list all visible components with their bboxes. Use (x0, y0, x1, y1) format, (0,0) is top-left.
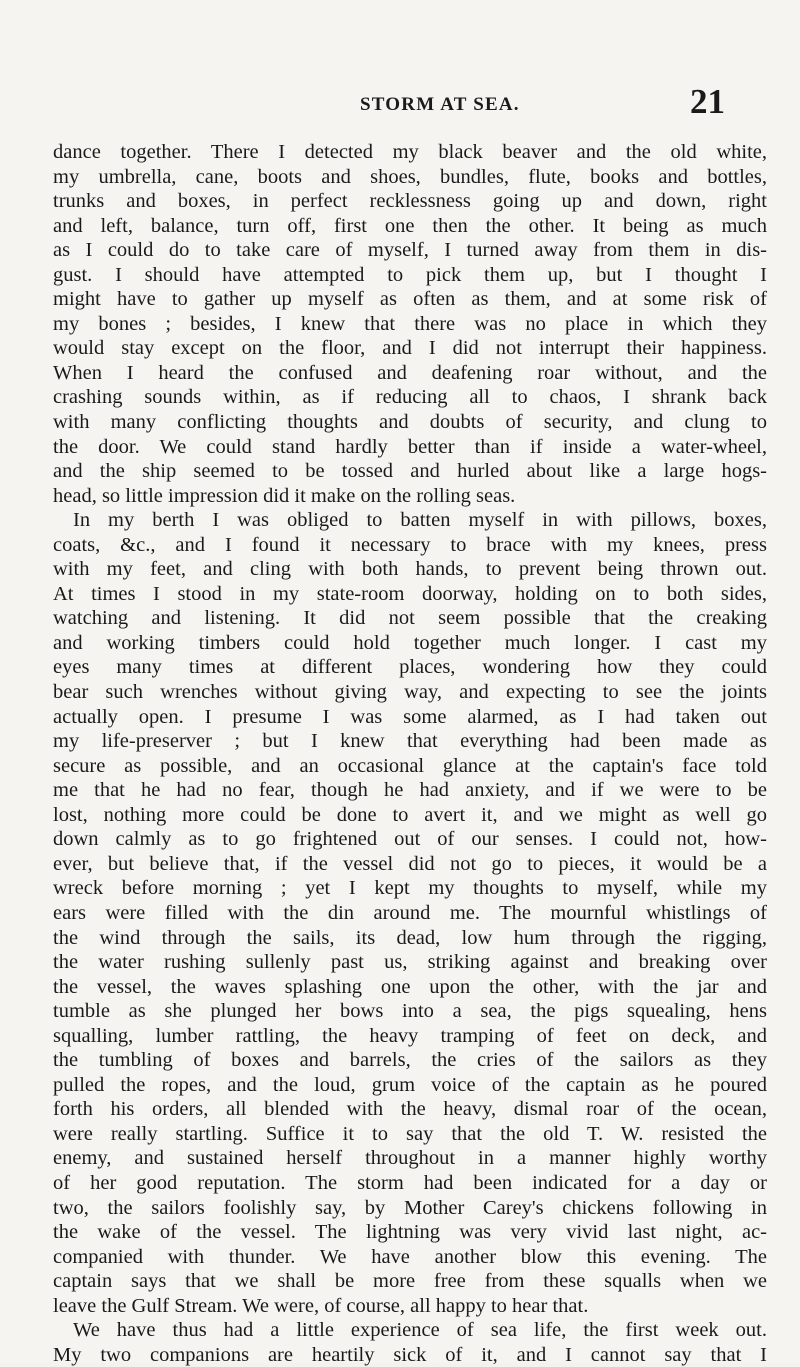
text-line: and working timbers could hold together much longer. I cast my (53, 631, 767, 654)
text-line: down calmly as to go frightened out of our senses. I could not, how- (53, 828, 767, 851)
text-line: ever, but believe that, if the vessel did not go to pieces, it would be a (53, 852, 767, 875)
text-line: the wake of the vessel. The lightning was very vivid last night, ac- (53, 1221, 767, 1244)
text-line: When I heard the confused and deafening roar without, and the (53, 361, 767, 384)
text-line: my umbrella, cane, boots and shoes, bundles, flute, books and bottles, (53, 165, 767, 188)
text-line: head, so little impression did it make on the rolling seas. (53, 484, 516, 507)
text-line: tumble as she plunged her bows into a sea, the pigs squealing, hens (53, 1000, 767, 1023)
text-line: and left, balance, turn off, first one then the other. It being as much (53, 214, 767, 237)
text-line: as I could do to take care of myself, I turned away from them in dis- (53, 239, 767, 262)
text-line: the vessel, the waves splashing one upon the other, with the jar and (53, 975, 767, 998)
text-line: might have to gather up myself as often as them, and at some risk of (53, 288, 767, 311)
text-line: lost, nothing more could be done to avert it, and we might as well go (53, 803, 767, 826)
text-line: ears were filled with the din around me. The mournful whistlings of (53, 901, 767, 924)
text-line: coats, &c., and I found it necessary to brace with my knees, press (53, 533, 767, 556)
body-text (53, 140, 767, 1367)
text-line: actually open. I presume I was some alarmed, as I had taken out (53, 705, 767, 728)
text-line: would stay except on the floor, and I did not interrupt their happiness. (53, 337, 767, 360)
text-line: my life-preserver ; but I knew that everything had been made as (53, 730, 767, 753)
text-line: and the ship seemed to be tossed and hurled about like a large hogs- (53, 460, 767, 483)
text-line: secure as possible, and an occasional glance at the captain's face told (53, 754, 767, 777)
page-number: 21 (690, 82, 725, 121)
text-line: the tumbling of boxes and barrels, the cries of the sailors as they (53, 1049, 767, 1072)
text-line: dance together. There I detected my black beaver and the old white, (53, 141, 767, 163)
text-line: captain says that we shall be more free from these squalls when we (53, 1270, 767, 1293)
text-line: companied with thunder. We have another blow this evening. The (53, 1245, 767, 1268)
text-line: wreck before morning ; yet I kept my thoughts to myself, while my (53, 877, 767, 900)
text-line: leave the Gulf Stream. We were, of course, all happy to hear that. (53, 1294, 589, 1317)
text-line: bear such wrenches without giving way, and expecting to see the joints (53, 681, 767, 704)
text-line: with my feet, and cling with both hands, to prevent being thrown out. (53, 558, 767, 581)
text-line: crashing sounds within, as if reducing all to chaos, I shrank back (53, 386, 767, 409)
text-line: my bones ; besides, I knew that there was no place in which they (53, 312, 767, 335)
text-line: eyes many times at different places, wondering how they could (53, 656, 767, 679)
text-line: We have thus had a little experience of sea life, the first week out. (73, 1319, 767, 1342)
text-line: squalling, lumber rattling, the heavy tramping of feet on deck, and (53, 1024, 767, 1047)
text-line: the water rushing sullenly past us, striking against and breaking over (53, 951, 767, 974)
text-line: the door. We could stand hardly better than if inside a water-wheel, (53, 435, 767, 458)
text-line: me that he had no fear, though he had anxiety, and if we were to be (53, 779, 767, 802)
text-line: My two companions are heartily sick of it, and I cannot say that I (53, 1343, 767, 1366)
text-line: the wind through the sails, its dead, low hum through the rigging, (53, 926, 767, 949)
text-line: two, the sailors foolishly say, by Mother Carey's chickens following in (53, 1196, 767, 1219)
text-line: gust. I should have attempted to pick them up, but I thought I (53, 263, 767, 286)
running-head: STORM AT SEA. (360, 94, 520, 115)
text-line: In my berth I was obliged to batten myself in with pillows, boxes, (73, 509, 767, 532)
text-line: were really startling. Suffice it to say that the old T. W. resisted the (53, 1122, 767, 1145)
text-line: At times I stood in my state-room doorway, holding on to both sides, (53, 582, 767, 605)
text-line: forth his orders, all blended with the heavy, dismal roar of the ocean, (53, 1098, 767, 1121)
text-line: of her good reputation. The storm had been indicated for a day or (53, 1171, 767, 1194)
text-line: with many conflicting thoughts and doubts of security, and clung to (53, 411, 767, 434)
text-line: watching and listening. It did not seem possible that the creaking (53, 607, 767, 630)
text-line: pulled the ropes, and the loud, grum voice of the captain as he poured (53, 1073, 767, 1096)
text-line: enemy, and sustained herself throughout in a manner highly worthy (53, 1147, 767, 1170)
text-line: trunks and boxes, in perfect recklessness going up and down, right (53, 190, 767, 213)
